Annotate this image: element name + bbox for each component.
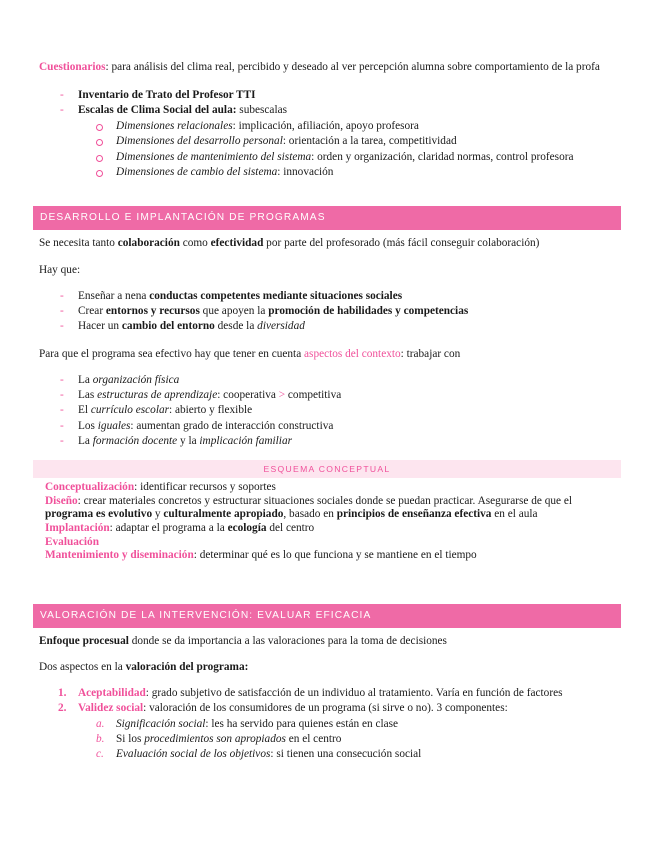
- circle-bullet: [96, 124, 103, 131]
- list2-item-5: La formación docente y la implicación familiar: [78, 435, 292, 447]
- list1-item-2: Crear entornos y recursos que apoyen la promoción de habilidades y competencias: [78, 305, 469, 317]
- paragraph-enfoque: Enfoque procesual donde se da importancia a las valoraciones para la toma de decisiones: [39, 635, 447, 647]
- scheme-line-5: Evaluación: [45, 536, 99, 548]
- dash-bullet: -: [60, 305, 64, 317]
- circle-bullet: [96, 155, 103, 162]
- list2-item-1: La organización física: [78, 374, 180, 386]
- letter-b: b.: [96, 733, 105, 745]
- dash-bullet: -: [60, 420, 64, 432]
- paragraph-colaboracion: Se necesita tanto colaboración como efectividad por parte del profesorado (más fácil conseguir colaboración): [39, 237, 540, 249]
- intro-subitem-3: Dimensiones de mantenimiento del sistema: orden y organización, claridad normas, control profesora: [116, 151, 574, 163]
- list1-item-1: Enseñar a nena conductas competentes mediante situaciones sociales: [78, 290, 403, 302]
- sublist-item-a: Significación social: les ha servido para quienes están en clase: [116, 718, 399, 730]
- scheme-line-2: Diseño: crear materiales concretos y estructurar situaciones sociales donde se puedan practicar. Asegurarse de que el: [45, 495, 572, 507]
- list2-item-3: El currículo escolar: abierto y flexible: [78, 404, 253, 416]
- circle-bullet: [96, 139, 103, 146]
- intro-subitem-2: Dimensiones del desarrollo personal: orientación a la tarea, competitividad: [116, 135, 457, 147]
- dash-bullet: -: [60, 374, 64, 386]
- sublist-item-c: Evaluación social de los objetivos: si tienen una consecución social: [116, 748, 422, 760]
- intro-line: Cuestionarios: para análisis del clima real, percibido y deseado al ver percepción alumna sobre comportamiento de la profa: [39, 61, 600, 73]
- dash-bullet: -: [60, 435, 64, 447]
- dash-bullet: -: [60, 290, 64, 302]
- scheme-line-1: Conceptualización: identificar recursos y soportes: [45, 481, 276, 493]
- dash-bullet: -: [60, 320, 64, 332]
- dash-bullet: -: [60, 104, 64, 116]
- list-item-validez: Validez social: valoración de los consumidores de un programa (si sirve o no). 3 componentes:: [78, 702, 508, 714]
- section-header-desarrollo: DESARROLLO E IMPLANTACIÓN DE PROGRAMAS: [33, 206, 621, 230]
- intro-subitem-4: Dimensiones de cambio del sistema: innovación: [116, 166, 334, 178]
- number-2: 2.: [58, 702, 67, 714]
- scheme-line-6: Mantenimiento y diseminación: determinar qué es lo que funciona y se mantiene en el tiempo: [45, 549, 477, 561]
- section-header-valoracion: VALORACIÓN DE LA INTERVENCIÓN: EVALUAR EFICACIA: [33, 604, 621, 628]
- dash-bullet: -: [60, 404, 64, 416]
- letter-c: c.: [96, 748, 104, 760]
- circle-bullet: [96, 170, 103, 177]
- scheme-line-3: programa es evolutivo y culturalmente apropiado, basado en principios de enseñanza efectiva en el aula: [45, 508, 538, 520]
- list2-item-2: Las estructuras de aprendizaje: cooperativa > competitiva: [78, 389, 342, 401]
- paragraph-dos-aspectos: Dos aspectos en la valoración del programa:: [39, 661, 249, 673]
- list1-item-3: Hacer un cambio del entorno desde la diversidad: [78, 320, 305, 332]
- list2-item-4: Los iguales: aumentan grado de interacción constructiva: [78, 420, 334, 432]
- intro-subitem-1: Dimensiones relacionales: implicación, afiliación, apoyo profesora: [116, 120, 419, 132]
- dash-bullet: -: [60, 389, 64, 401]
- paragraph-hay-que: Hay que:: [39, 264, 81, 276]
- paragraph-contexto: Para que el programa sea efectivo hay que tener en cuenta aspectos del contexto: trabajar con: [39, 348, 461, 360]
- number-1: 1.: [58, 687, 67, 699]
- dash-bullet: -: [60, 89, 64, 101]
- sublist-item-b: Si los procedimientos son apropiados en el centro: [116, 733, 342, 745]
- cuestionarios-label: Cuestionarios: [39, 61, 106, 73]
- list-item-aceptabilidad: Aceptabilidad: grado subjetivo de satisfacción de un individuo al tratamiento. Varía en función de factores: [78, 687, 563, 699]
- intro-item-2: Escalas de Clima Social del aula: subescalas: [78, 104, 287, 116]
- letter-a: a.: [96, 718, 105, 730]
- intro-item-1: Inventario de Trato del Profesor TTI: [78, 89, 256, 101]
- scheme-line-4: Implantación: adaptar el programa a la ecología del centro: [45, 522, 315, 534]
- scheme-header: ESQUEMA CONCEPTUAL: [33, 460, 621, 478]
